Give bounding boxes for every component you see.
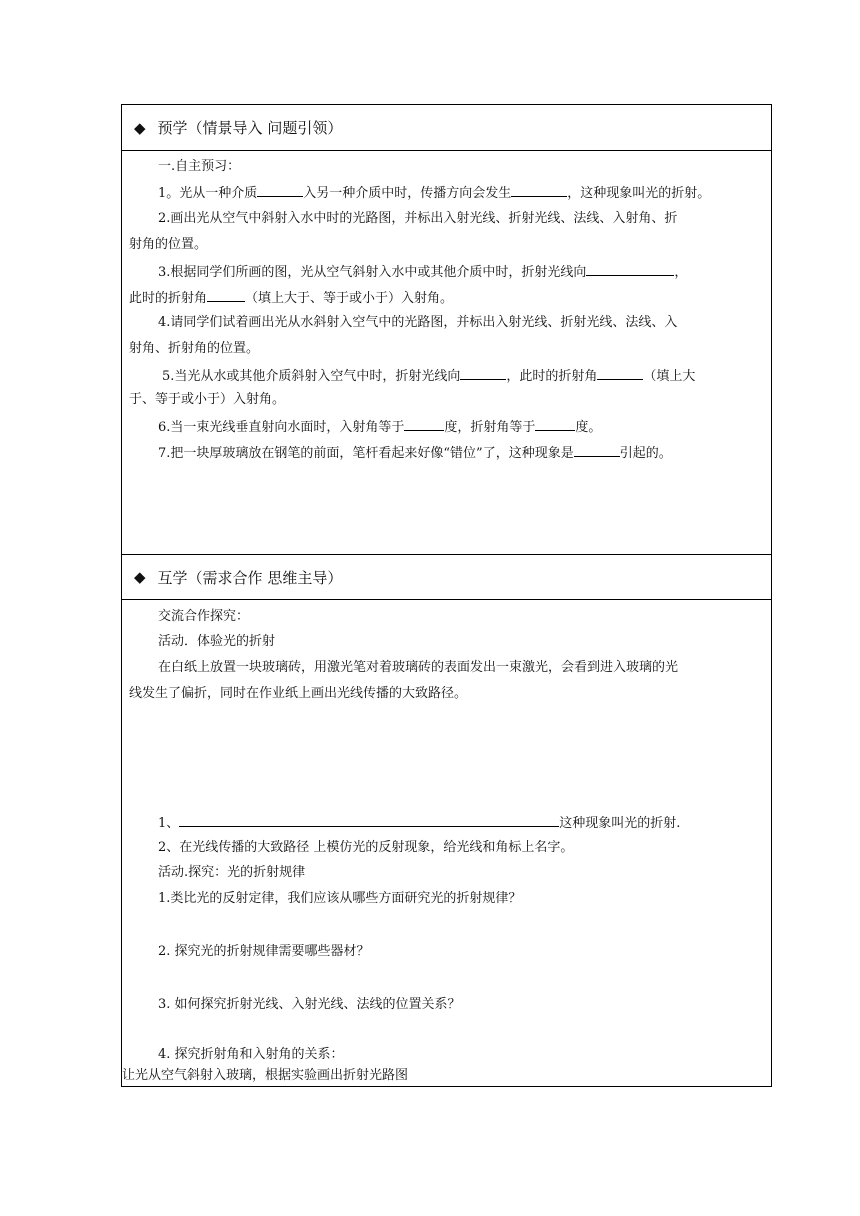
question-2-cont: 射角的位置。 (129, 237, 208, 252)
question-5: 5.当光从水或其他介质斜射入空气中时，折射光线向 ，此时的折射角 （填上大 (162, 365, 695, 387)
inquiry-question-2: 2. 探究光的折射规律需要哪些器材？ (158, 944, 370, 959)
question-2: 2.画出光从空气中斜射入水中时的光路图，并标出入射光线、折射光线、法线、入射角、折 (158, 211, 678, 226)
answer-blank[interactable] (404, 416, 444, 431)
diamond-bullet-icon: ◆ (134, 568, 146, 586)
answer-blank[interactable] (257, 182, 303, 197)
section-title: 互学（需求合作 思维主导） (157, 568, 343, 587)
section-title: 预学（情景导入 问题引领） (157, 119, 343, 137)
inquiry-question-1: 1.类比光的反射定律，我们应该从哪些方面研究光的折射规律？ (158, 891, 522, 906)
worksheet-table (121, 104, 772, 1087)
answer-blank[interactable] (597, 365, 643, 380)
question-5-cont: 于、等于或小于）入射角。 (129, 392, 286, 407)
question-4: 4.请同学们试着画出光从水斜射入空气中的光路图，并标出入射光线、折射光线、法线、入 (158, 315, 678, 330)
answer-blank[interactable] (535, 416, 575, 431)
question-3-cont: 此时的折射角 （填上大于、等于或小于）入射角。 (129, 287, 453, 309)
question-6: 6.当一束光线垂直射向水面时，入射角等于 度，折射角等于 度。 (158, 416, 601, 438)
answer-blank[interactable] (586, 261, 674, 276)
question-1: 1。光从一种介质 入另一种介质中时，传播方向会发生 ，这种现象叫光的折射。 (158, 182, 710, 204)
answer-blank[interactable] (207, 287, 245, 302)
section-header-cooperate (122, 554, 771, 600)
answer-blank[interactable] (511, 182, 567, 197)
question-4-cont: 射角、折射角的位置。 (129, 341, 260, 356)
fill-item-2: 2、在光线传播的大致路径 上模仿光的反射现象，给光线和角标上名字。 (158, 840, 574, 855)
activity-title: 活动．体验光的折射 (158, 634, 276, 649)
answer-blank[interactable] (179, 812, 559, 827)
intro-label: 一.自主预习： (158, 159, 241, 174)
inquiry-instruction: 让光从空气斜射入玻璃，根据实验画出折射光路图 (122, 1068, 409, 1083)
question-7: 7.把一块厚玻璃放在钢笔的前面，笔杆看起来好像“错位”了，这种现象是 引起的。 (158, 442, 672, 464)
inquiry-question-3: 3. 如何探究折射光线、入射光线、法线的位置关系？ (158, 997, 461, 1012)
cooperate-label: 交流合作探究： (158, 609, 250, 624)
answer-blank[interactable] (574, 442, 620, 457)
activity-paragraph-cont: 线发生了偏折，同时在作业纸上画出光线传播的大致路径。 (129, 686, 468, 701)
question-3: 3.根据同学们所画的图，光从空气斜射入水中或其他介质中时，折射光线向 ， (158, 261, 687, 283)
fill-item-1: 1、 这种现象叫光的折射. (158, 812, 680, 834)
activity-paragraph: 在白纸上放置一块玻璃砖，用激光笔对着玻璃砖的表面发出一束激光，会看到进入玻璃的光 (158, 660, 679, 675)
inquiry-question-4: 4. 探究折射角和入射角的关系： (158, 1047, 344, 1062)
inquiry-title: 活动.探究：光的折射规律 (158, 865, 306, 880)
section-header-preview (122, 105, 771, 151)
diamond-bullet-icon: ◆ (134, 118, 146, 137)
answer-blank[interactable] (460, 365, 506, 380)
